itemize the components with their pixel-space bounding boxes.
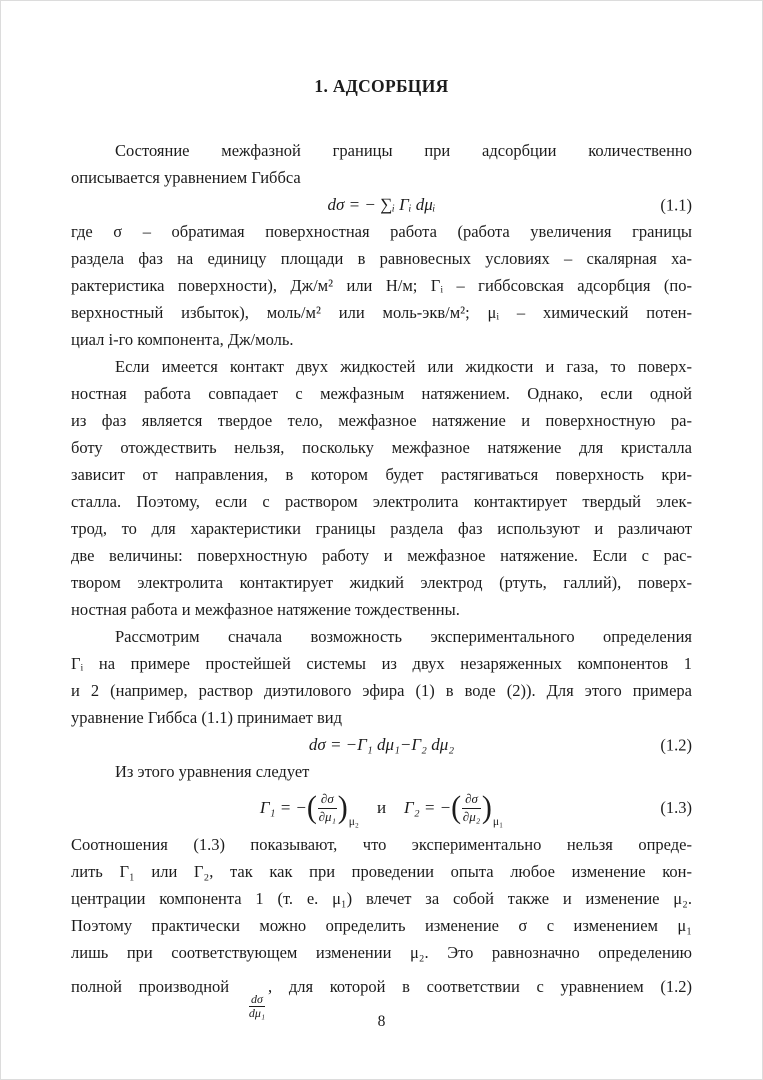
gamma1-lhs: Γ₁ = − [259, 798, 307, 817]
text-line: Поэтому практически можно определить изменение σ с изменением μ₁ [71, 916, 692, 935]
constant-subscript: μ₂ [348, 816, 359, 828]
text-line: циал i-го компонента, Дж/моль. [71, 330, 294, 349]
text-line: сталла. Поэтому, если с раствором электролита контактирует твердый элек- [71, 492, 692, 511]
text-line: твором электролита контактирует жидкий электрод (ртуть, галлий), поверх- [71, 573, 692, 592]
text-line: две величины: поверхностную работу и межфазное натяжение. Если с рас- [71, 546, 692, 565]
text-line: лишь при соответствующем изменении μ₂. Это равнозначно определению [71, 943, 692, 962]
equation-body: dσ = −Γ₁ dμ₁−Γ₂ dμ₂ [308, 735, 455, 754]
conjunction: и [376, 798, 387, 817]
equation-1-1 [71, 191, 692, 218]
text-line: боту отождествить нельзя, поскольку межфазное натяжение для кристалла [71, 438, 692, 457]
text-line: рактеристика поверхности), Дж/м² или Н/м; Γᵢ – гиббсовская адсорбция (по- [71, 276, 692, 295]
equation-number: (1.2) [660, 735, 692, 754]
partial-fraction-2 [462, 792, 481, 825]
text-line: Рассмотрим сначала возможность экспериментального определения [115, 627, 692, 646]
left-paren: ( [451, 790, 462, 825]
page-title: 1. АДСОРБЦИЯ [314, 76, 449, 96]
left-paren: ( [306, 790, 317, 825]
equation-number: (1.1) [660, 195, 692, 214]
paragraph-conclusion [71, 831, 693, 1021]
text-line-with-fraction [71, 966, 693, 1021]
fraction-denominator: ∂μ₁ [318, 808, 337, 824]
equation-number: (1.3) [660, 798, 692, 817]
text-before-fraction: полной производной [71, 977, 230, 996]
fraction-numerator: ∂σ [462, 792, 481, 809]
text-line: и 2 (например, раствор диэтилового эфира (1) в воде (2)). Для этого примера [71, 681, 692, 700]
fraction-numerator: dσ [250, 992, 263, 1006]
text-line: верхностный избыток), моль/м² или моль-экв/м²; μᵢ – химический потен- [71, 303, 692, 322]
text-line: раздела фаз на единицу площади в равновесных условиях – скалярная ха- [71, 249, 692, 268]
text-line: ностная работа и межфазное натяжение тождественны. [71, 600, 460, 619]
text-line: зависит от направления, в котором будет растягиваться поверхность кри- [71, 465, 692, 484]
text-line: из фаз является твердое тело, межфазное натяжение и поверхностную ра- [71, 411, 692, 430]
text-line: Соотношения (1.3) показывают, что экспериментально нельзя опреде- [71, 835, 692, 854]
partial-fraction-1 [318, 792, 337, 825]
page-number: 8 [377, 1013, 386, 1030]
text-line: центрации компонента 1 (т. е. μ₁) влечет за собой также и изменение μ₂. [71, 889, 692, 908]
text-line: Из этого уравнения следует [115, 762, 310, 781]
fraction-denominator: ∂μ₂ [462, 808, 481, 824]
equation-1-2 [71, 731, 692, 758]
constant-subscript: μ₁ [492, 816, 504, 828]
paragraph-definitions [71, 218, 692, 353]
fraction-denominator: dμ₁ [248, 1006, 266, 1021]
text-line: где σ – обратимая поверхностная работа (работа увеличения границы [71, 222, 692, 241]
text-line: Γᵢ на примере простейшей системы из двух незаряженных компонентов 1 [71, 654, 692, 673]
page-content [71, 1, 693, 1021]
text-line: уравнение Гиббса (1.1) принимает вид [71, 708, 343, 727]
equation-term-gamma1 [259, 790, 359, 828]
gamma2-lhs: Γ₂ = − [404, 798, 452, 817]
equation-term-gamma2 [404, 790, 504, 828]
right-paren: ) [481, 790, 492, 825]
equation-1-3 [71, 785, 692, 831]
equation-body: dσ = − ∑ᵢ Γᵢ dμᵢ [327, 195, 436, 214]
text-line: Состояние межфазной границы при адсорбции количественно [115, 141, 692, 160]
text-line: описывается уравнением Гиббса [71, 168, 301, 187]
text-line: Если имеется контакт двух жидкостей или жидкости и газа, то поверх- [115, 357, 692, 376]
paragraph-intro [71, 137, 692, 191]
text-line: лить Γ₁ или Γ₂, так как при проведении опыта любое изменение кон- [71, 862, 692, 881]
text-line: трод, то для характеристики границы раздела фаз используют и различают [71, 519, 692, 538]
right-paren: ) [337, 790, 348, 825]
text-after-fraction: , для которой в соответствии с уравнением (1.2) [268, 977, 693, 996]
paragraph-follows [71, 758, 692, 785]
text-line: ностная работа совпадает с межфазным натяжением. Однако, если одной [71, 384, 692, 403]
paragraph-example [71, 623, 692, 731]
fraction-numerator: ∂σ [318, 792, 337, 809]
paragraph-contact [71, 353, 692, 623]
